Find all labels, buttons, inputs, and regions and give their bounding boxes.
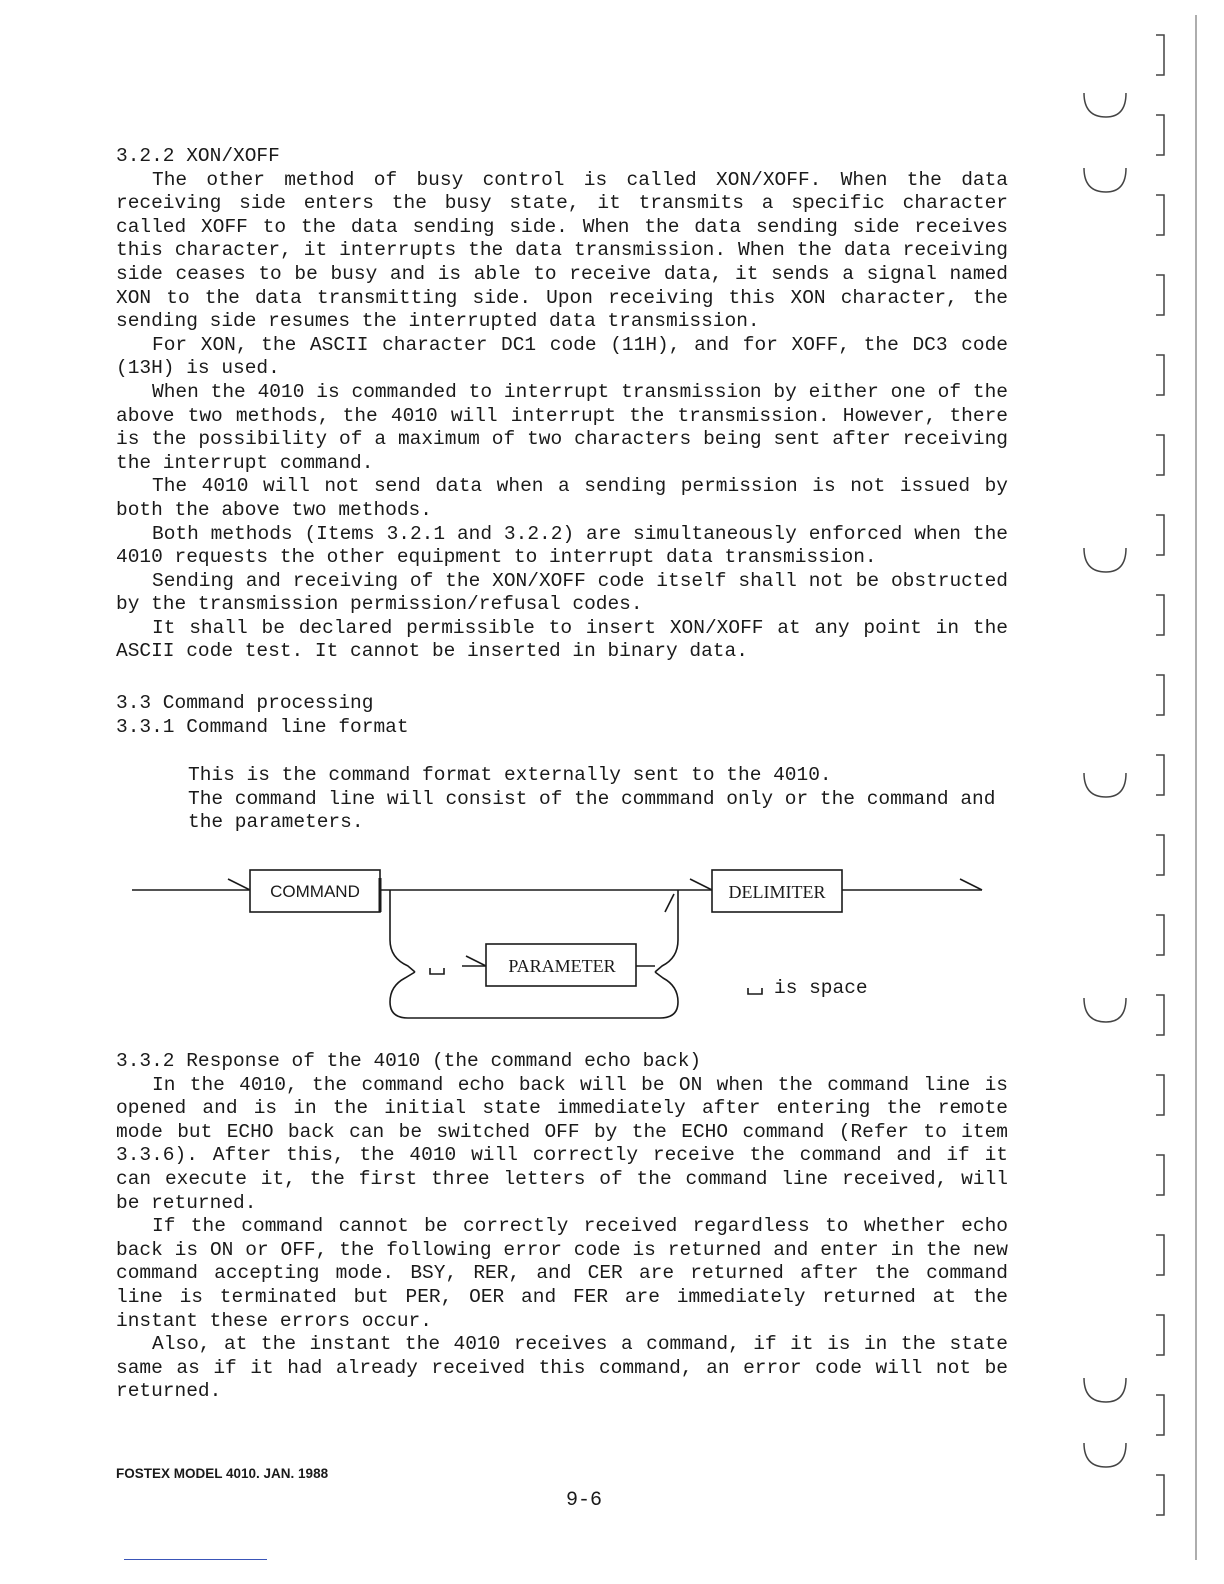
paragraph: The other method of busy control is called XON/XOFF. When the data receiving side enters the busy state, it transmits a specific character called XOFF to the data sending side. When the data sending side receives this character, it interrupts the data transmission. When the data receiving side ceases to be busy and is able to receive data, it sends a signal named XON to the data transmitting side. Upon receiving this XON character, the sending side resumes the interrupted data transmission. [116,168,1008,333]
loop-up [655,890,678,972]
parameter-label: PARAMETER [508,956,616,976]
binder-bracket [1156,995,1164,1035]
section-heading: 3.3.2 Response of the 4010 (the command echo back) [116,1050,702,1072]
binder-bracket [1156,1315,1164,1355]
paragraph: Sending and receiving of the XON/XOFF code itself shall not be obstructed by the transmission permission/refusal codes. [116,569,1008,616]
binder-bracket [1156,835,1164,875]
binder-hole [1084,1443,1126,1467]
binder-hole [1084,548,1126,572]
footer-model-date: FOSTEX MODEL 4010. JAN. 1988 [116,1466,329,1481]
binder-bracket [1156,1235,1164,1275]
section-3-2-2 [116,145,1008,664]
command-syntax-diagram [0,860,1224,1030]
paragraph: Also, at the instant the 4010 receives a command, if it is in the state same as if it had already received this command, an error code will not be returned. [116,1333,1008,1403]
space-legend-symbol [748,988,762,994]
binder-bracket [1156,1475,1164,1515]
binder-bracket [1156,35,1164,75]
intro-line: This is the command format externally sent to the 4010. [188,764,832,786]
binder-bracket [1156,195,1164,235]
paragraph: When the 4010 is commanded to interrupt transmission by either one of the above two methods, the 4010 will interrupt the transmission. However, there is the possibility of a maximum of two characters being sent after receiving the interrupt command. [116,380,1008,474]
paragraph: It shall be declared permissible to insert XON/XOFF at any point in the ASCII code test. It cannot be inserted in binary data. [116,616,1008,663]
space-note: is space [774,977,868,999]
paragraph: In the 4010, the command echo back will be ON when the command line is opened and is in the initial state immediately after entering the remote mode but ECHO back can be switched OFF by the ECHO command (Refer to item 3.3.6). After this, the 4010 will correctly receive the command and if it can execute it, the first three letters of the command line received, will be returned. [116,1073,1008,1214]
command-label: COMMAND [270,882,360,901]
binder-bracket [1156,595,1164,635]
footer-rule [124,1559,267,1560]
subsection-heading: 3.3.1 Command line format [116,715,409,738]
binder-hole [1084,93,1126,117]
binder-bracket [1156,675,1164,715]
binder-bracket [1156,915,1164,955]
binder-margin [1060,0,1224,1584]
binder-hole [1084,773,1126,797]
binder-hole [1084,1378,1126,1402]
delimiter-label: DELIMITER [728,882,826,902]
entry-arrow [228,879,250,890]
binder-bracket [1156,435,1164,475]
binder-bracket [1156,1395,1164,1435]
section-3-3 [116,692,1008,739]
intro-line: The command line will consist of the commmand only or the command and the parameters. [188,787,996,834]
paragraph: For XON, the ASCII character DC1 code (11H), and for XOFF, the DC3 code (13H) is used. [116,333,1008,380]
binder-bracket [1156,275,1164,315]
binder-bracket [1156,115,1164,155]
binder-bracket [1156,1075,1164,1115]
command-format-intro [188,764,1010,835]
paragraph: The 4010 will not send data when a sending permission is not issued by both the above two methods. [116,475,1008,521]
page-number: 9-6 [566,1489,603,1512]
binder-bracket [1156,355,1164,395]
paragraph: If the command cannot be correctly received regardless to whether echo back is ON or OFF, the following error code is returned and enter in the new command accepting mode. BSY, RER, and CER are returned after the command line is terminated but PER, OER and FER are immediately returned at the instant these errors occur. [116,1215,1008,1332]
binder-bracket [1156,515,1164,555]
delimiter-arrow [690,879,712,890]
section-heading: 3.3 Command processing [116,692,374,714]
exit-arrow [960,879,982,890]
space-symbol [430,968,444,974]
binder-bracket [1156,755,1164,795]
section-3-3-2 [116,1050,1008,1404]
loop-down [390,890,415,972]
parameter-arrow [466,956,486,966]
loop-return [390,972,678,1018]
binder-bracket [1156,1155,1164,1195]
binder-hole [1084,998,1126,1022]
section-heading: 3.2.2 XON/XOFF [116,145,280,167]
paragraph: Both methods (Items 3.2.1 and 3.2.2) are simultaneously enforced when the 4010 requests the other equipment to interrupt data transmission. [116,522,1008,569]
binder-hole [1084,168,1126,192]
